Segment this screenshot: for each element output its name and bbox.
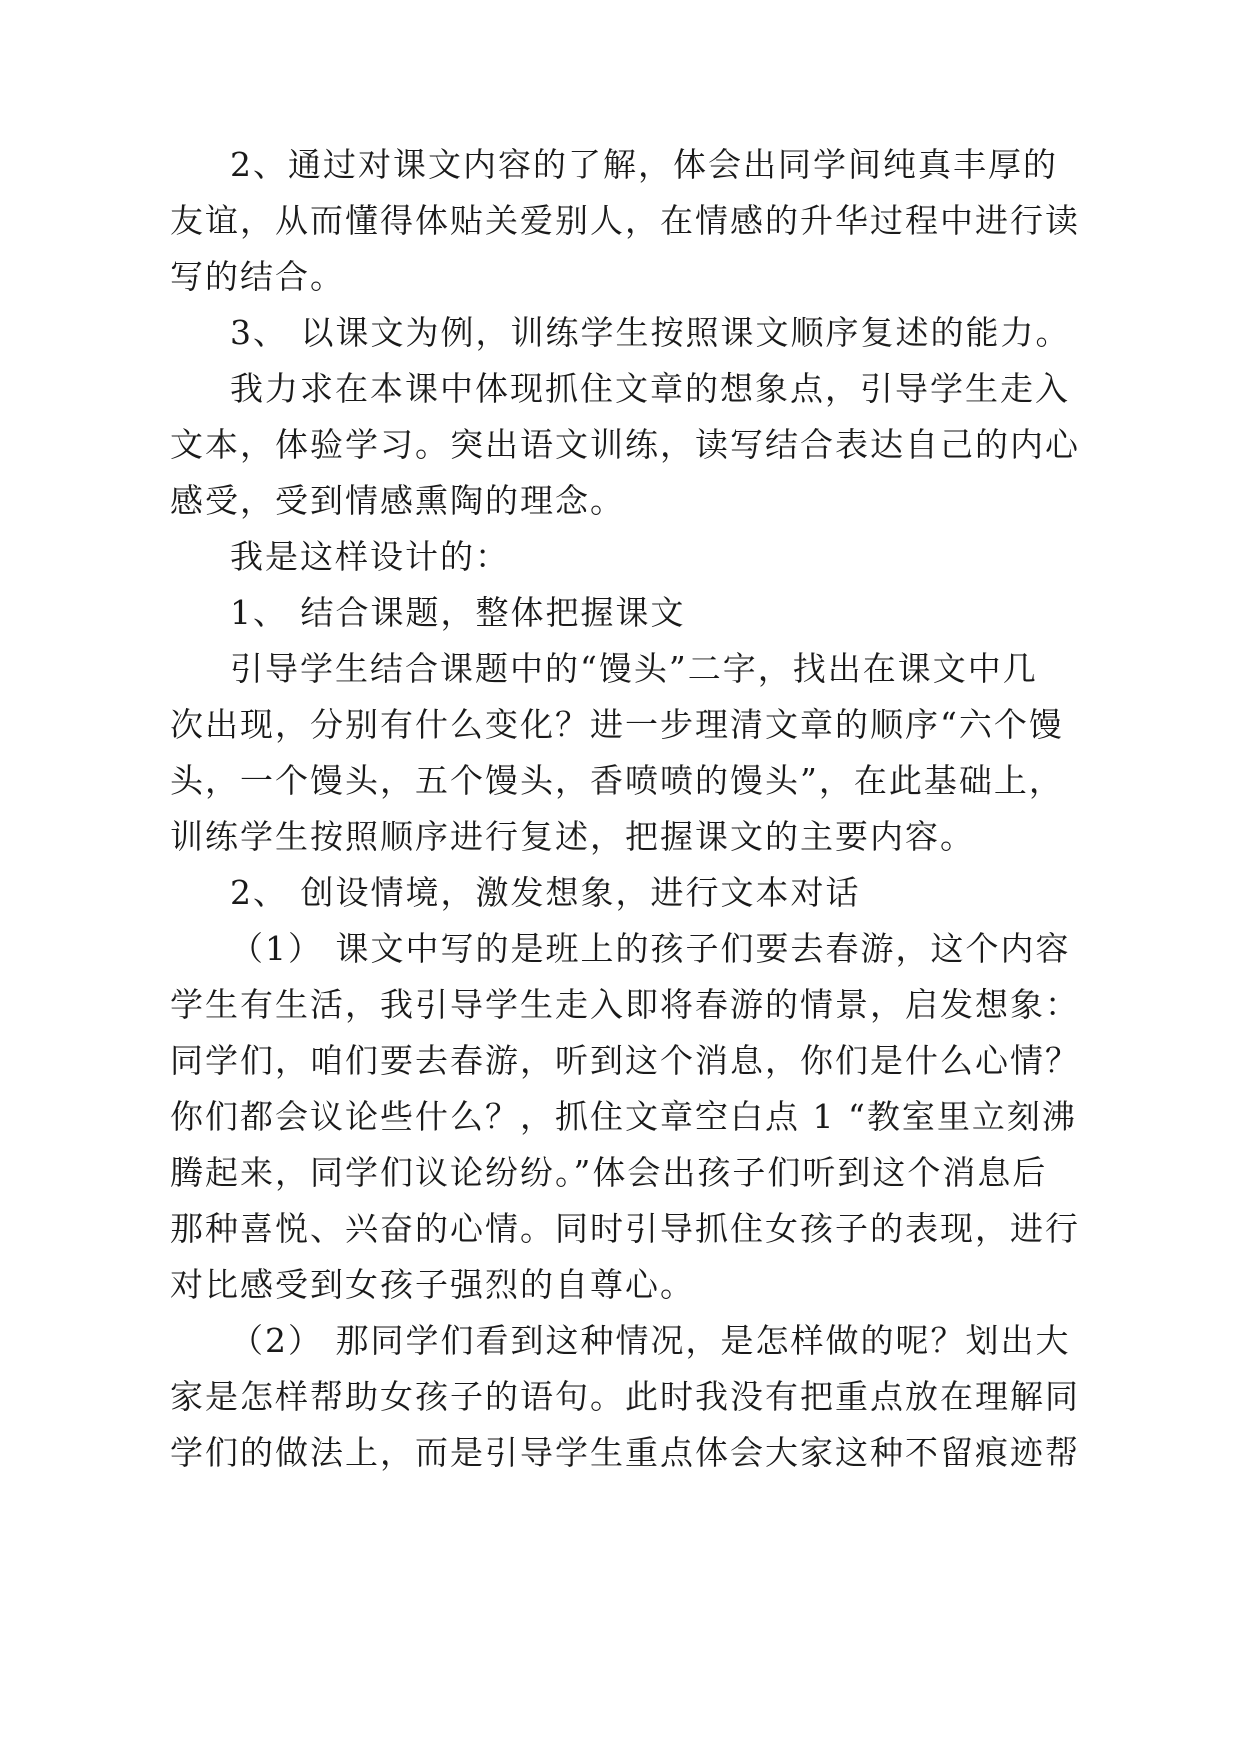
text-line: 头，一个馒头，五个馒头，香喷喷的馒头”，在此基础上， bbox=[170, 761, 1064, 800]
text-line: 家是怎样帮助女孩子的语句。此时我没有把重点放在理解同 bbox=[170, 1377, 1080, 1416]
text-line: 那种喜悦、兴奋的心情。同时引导抓住女孩子的表现，进行 bbox=[170, 1209, 1080, 1248]
text-line: 写的结合。 bbox=[170, 257, 345, 296]
text-line: 同学们，咱们要去春游，听到这个消息，你们是什么心情？ bbox=[170, 1041, 1080, 1080]
text-line: 腾起来，同学们议论纷纷。”体会出孩子们听到这个消息后 bbox=[170, 1153, 1048, 1192]
text-line: 你们都会议论些什么？，抓住文章空白点 1 “教室里立刻沸 bbox=[170, 1097, 1077, 1136]
text-line: 2、通过对课文内容的了解，体会出同学间纯真丰厚的 bbox=[230, 145, 1058, 184]
text-line: 我是这样设计的： bbox=[230, 537, 510, 576]
text-line: 我力求在本课中体现抓住文章的想象点，引导学生走入 bbox=[230, 369, 1070, 408]
text-line: 次出现，分别有什么变化？进一步理清文章的顺序“六个馒 bbox=[170, 705, 1064, 744]
text-line: 2、 创设情境，激发想象，进行文本对话 bbox=[230, 873, 861, 912]
text-line: 对比感受到女孩子强烈的自尊心。 bbox=[170, 1265, 695, 1304]
text-line: 学们的做法上，而是引导学生重点体会大家这种不留痕迹帮 bbox=[170, 1433, 1080, 1472]
text-line: 学生有生活，我引导学生走入即将春游的情景，启发想象： bbox=[170, 985, 1080, 1024]
text-line: 友谊，从而懂得体贴关爱别人，在情感的升华过程中进行读 bbox=[170, 201, 1080, 240]
text-line: 训练学生按照顺序进行复述，把握课文的主要内容。 bbox=[170, 817, 975, 856]
text-line: 引导学生结合课题中的“馒头”二字，找出在课文中几 bbox=[230, 649, 1038, 688]
text-line: 文本，体验学习。突出语文训练，读写结合表达自己的内心 bbox=[170, 425, 1080, 464]
text-line: （2） 那同学们看到这种情况，是怎样做的呢？划出大 bbox=[230, 1321, 1071, 1360]
text-line: （1） 课文中写的是班上的孩子们要去春游，这个内容 bbox=[230, 929, 1071, 968]
text-line: 3、 以课文为例，训练学生按照课文顺序复述的能力。 bbox=[230, 313, 1071, 352]
text-line: 感受，受到情感熏陶的理念。 bbox=[170, 481, 625, 520]
text-line: 1、 结合课题，整体把握课文 bbox=[230, 593, 686, 632]
